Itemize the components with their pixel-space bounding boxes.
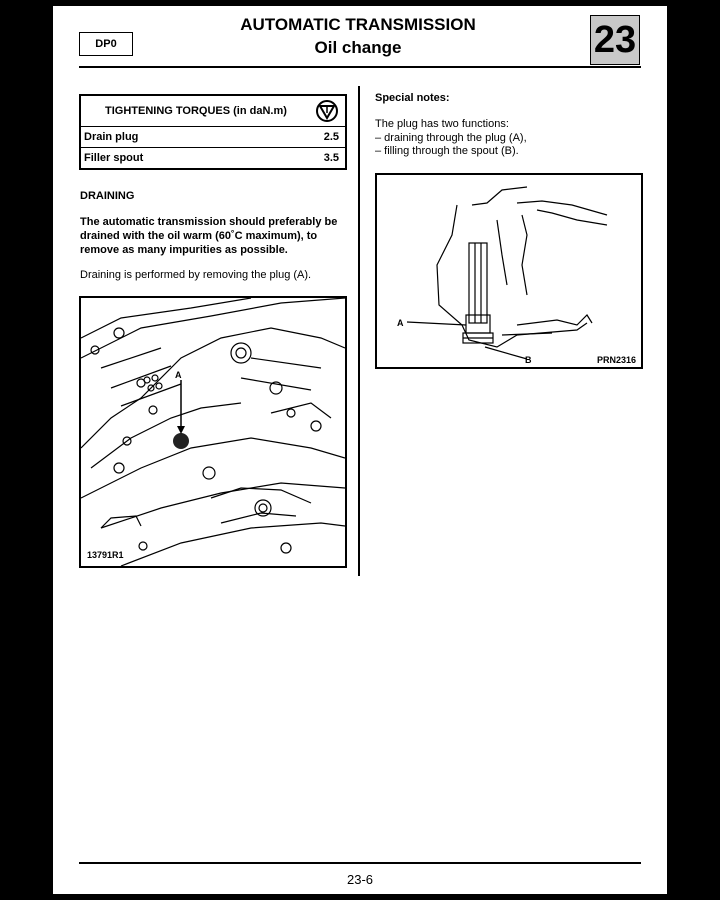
section-number-box: 23 (590, 15, 640, 65)
drain-plug-drawing (81, 298, 345, 566)
figure2-label-a: A (397, 318, 404, 328)
draining-heading: DRAINING (80, 190, 135, 202)
drain-plug-a (173, 433, 189, 449)
header-rule (79, 66, 641, 68)
page-number: 23-6 (346, 872, 374, 887)
torque-table (79, 94, 347, 170)
torque-table-heading: TIGHTENING TORQUES (in daN.m) (105, 105, 287, 117)
figure1-ref: 13791R1 (87, 550, 124, 560)
torque-row-label: Drain plug (84, 131, 139, 143)
draining-paragraph: Draining is performed by removing the plug (A). (80, 269, 312, 281)
torque-row-filler-spout (81, 147, 345, 168)
footer-rule (79, 862, 641, 864)
page-title: AUTOMATIC TRANSMISSION (240, 15, 476, 34)
special-notes-item: – filling through the spout (B). (375, 145, 519, 157)
special-notes-intro: The plug has two functions: (375, 118, 509, 130)
figure2-label-b: B (525, 355, 532, 365)
torque-row-drain-plug (81, 127, 345, 147)
special-notes-heading: Special notes: (375, 92, 450, 104)
figure2-ref: PRN2316 (597, 355, 637, 365)
special-notes-body (375, 118, 645, 159)
model-code-box: DP0 (79, 32, 133, 56)
torque-row-value: 3.5 (323, 152, 339, 164)
draining-bold-paragraph: The automatic transmission should preferably be drained with the oil warm (60˚C maximum), to remove as many impurities as possible. (80, 216, 338, 256)
torque-row-label: Filler spout (84, 152, 144, 164)
torque-row-value: 2.5 (323, 131, 339, 143)
figure1-label-a: A (175, 370, 182, 380)
page-subtitle: Oil change (314, 38, 402, 57)
torque-table-header (81, 96, 345, 127)
plug-spout-diagram (375, 173, 643, 369)
torque-wrench-icon (315, 99, 339, 123)
column-divider (358, 86, 360, 576)
plug-spout-drawing (377, 175, 641, 367)
special-notes-item: – draining through the plug (A), (375, 131, 527, 144)
drain-plug-illustration (79, 296, 347, 568)
manual-page (53, 6, 667, 894)
